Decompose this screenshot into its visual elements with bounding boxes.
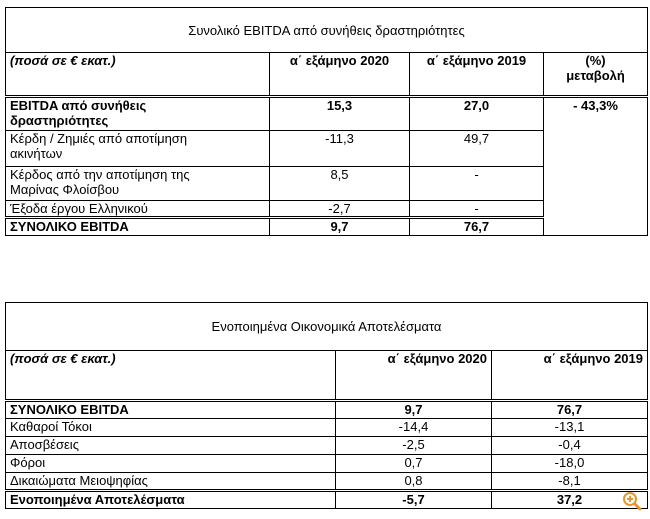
change-value: - 43,3% — [544, 97, 648, 131]
col-h1-2019: α΄ εξάμηνο 2019 — [492, 351, 648, 401]
col-h1-2020: α΄ εξάμηνο 2020 — [336, 351, 492, 401]
results-table — [5, 302, 648, 509]
table-row: Κέρδος από την αποτίμηση της Μαρίνας Φλοίσβου 8,5 - — [6, 167, 648, 201]
table-row: Καθαροί Τόκοι -14,4 -13,1 — [6, 419, 648, 437]
amounts-note: (ποσά σε € εκατ.) — [6, 351, 336, 401]
row-label: ΣΥΝΟΛΙΚΟ EBITDA — [6, 401, 336, 419]
row-label: Κέρδος από την αποτίμηση της Μαρίνας Φλοίσβου — [6, 167, 270, 201]
amounts-note: (ποσά σε € εκατ.) — [6, 53, 270, 97]
col-h1-2020: α΄ εξάμηνο 2020 — [270, 53, 410, 97]
table-row: Φόροι 0,7 -18,0 — [6, 455, 648, 473]
row-label: Έξοδα έργου Ελληνικού — [6, 201, 270, 218]
row-label: Ενοποιημένα Αποτελέσματα — [6, 491, 336, 509]
row-label: Φόροι — [6, 455, 336, 473]
table-row: ΣΥΝΟΛΙΚΟ EBITDA 9,7 76,7 — [6, 401, 648, 419]
row-label: EBITDA από συνήθεις δραστηριότητες — [6, 97, 270, 131]
ebitda-table — [5, 7, 648, 236]
table-row: Κέρδη / Ζημιές από αποτίμηση ακινήτων -11,3 49,7 — [6, 131, 648, 167]
row-label: Κέρδη / Ζημιές από αποτίμηση ακινήτων — [6, 131, 270, 167]
zoom-handle — [635, 504, 641, 510]
col-h1-2019: α΄ εξάμηνο 2019 — [410, 53, 544, 97]
table-row: Αποσβέσεις -2,5 -0,4 — [6, 437, 648, 455]
row-label: Αποσβέσεις — [6, 437, 336, 455]
row-label: Καθαροί Τόκοι — [6, 419, 336, 437]
row-label: ΣΥΝΟΛΙΚΟ EBITDA — [6, 218, 270, 236]
row-label: Δικαιώματα Μειοψηφίας — [6, 473, 336, 491]
total-row: ΣΥΝΟΛΙΚΟ EBITDA 9,7 76,7 — [6, 218, 648, 236]
col-change: (%) μεταβολή — [544, 53, 648, 97]
table-row: EBITDA από συνήθεις δραστηριότητες 15,3 27,0 - 43,3% — [6, 97, 648, 131]
total-row: Ενοποιημένα Αποτελέσματα -5,7 37,2 — [6, 491, 648, 509]
zoom-in-icon[interactable] — [622, 491, 642, 511]
table-row: Έξοδα έργου Ελληνικού -2,7 - — [6, 201, 648, 218]
ebitda-table-title: Συνολικό EBITDA από συνήθεις δραστηριότητες — [6, 8, 648, 53]
table-row: Δικαιώματα Μειοψηφίας 0,8 -8,1 — [6, 473, 648, 491]
results-table-title: Ενοποιημένα Οικονομικά Αποτελέσματα — [6, 303, 648, 351]
